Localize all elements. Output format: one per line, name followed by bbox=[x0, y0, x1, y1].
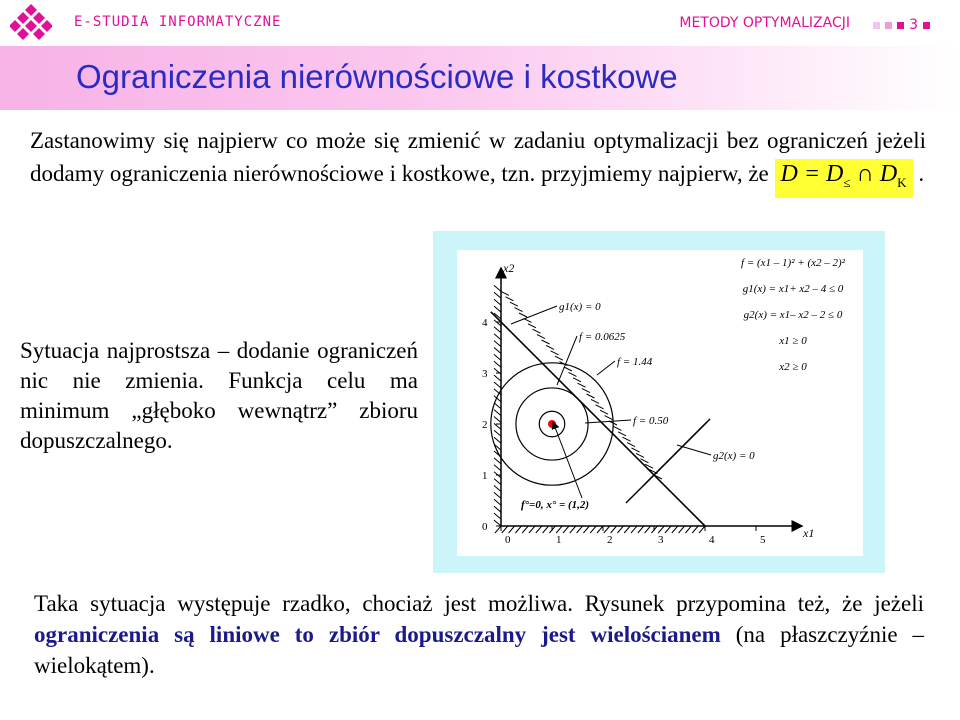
y-axis-label: x2 bbox=[503, 261, 515, 275]
hatch-mark-x1 bbox=[494, 341, 501, 347]
hatch-mark-x2 bbox=[583, 526, 589, 533]
hatch-mark-g1 bbox=[551, 351, 559, 355]
hatch-mark-g1 bbox=[564, 367, 572, 371]
hatch-mark-x1 bbox=[494, 382, 501, 388]
g2-boundary-line bbox=[644, 421, 708, 485]
hatch-mark-x1 bbox=[494, 334, 501, 340]
hatch-mark-x1 bbox=[494, 285, 501, 291]
equation-objective: f = (x1 – 1)² + (x2 – 2)² bbox=[741, 257, 845, 269]
x-tick-label: 0 bbox=[505, 534, 511, 546]
g1-constraint-line bbox=[491, 312, 705, 526]
hatch-mark-x2 bbox=[665, 526, 671, 533]
feasible-set-formula: $D = D_\le$ ∩ $D_K$ bbox=[775, 159, 913, 198]
hatch-mark-g1 bbox=[587, 394, 595, 398]
highlighted-statement: ograniczenia są liniowe to zbiór dopuszczalny jest wielościanem bbox=[34, 622, 721, 647]
hatch-mark-g1 bbox=[528, 324, 536, 328]
contour-figure bbox=[457, 250, 863, 556]
hatch-mark-x2 bbox=[617, 526, 623, 533]
g2-label: g2(x) = 0 bbox=[713, 450, 755, 462]
intro-paragraph: Zastanowimy się najpierw co może się zmienić w zadaniu optymalizacji bez ograniczeń jeżeli dodamy ograniczenia nierównościowe i kostkowe, tzn. przyjmiemy najpierw, że $D = D_\le$ ∩ $D_K$ . bbox=[30, 124, 926, 198]
hatch-mark-x2 bbox=[529, 526, 535, 533]
y-tick-label: 4 bbox=[482, 317, 488, 329]
hatch-mark-g1 bbox=[519, 313, 527, 317]
hatch-mark-g1 bbox=[578, 383, 586, 387]
situation-paragraph: Sytuacja najprostsza – dodanie ograniczeń nic nie zmienia. Funkcja celu ma minimum „głęboko wewnątrz” zbioru dopuszczalnego. bbox=[20, 338, 418, 453]
hatch-mark-x2 bbox=[679, 526, 685, 533]
contour-plot bbox=[457, 250, 863, 556]
hatch-mark-g1 bbox=[506, 297, 514, 301]
hatch-mark-x1 bbox=[494, 479, 501, 485]
g1-label: g1(x) = 0 bbox=[559, 301, 601, 313]
hatch-mark-g1 bbox=[600, 410, 608, 414]
equation-x2-nonneg: x2 ≥ 0 bbox=[779, 361, 807, 373]
y-tick-label: 1 bbox=[482, 470, 488, 482]
x-tick-label: 4 bbox=[709, 534, 715, 546]
hatch-mark-g1 bbox=[636, 453, 644, 457]
contour-label-small: f = 0.0625 bbox=[579, 331, 626, 343]
hatch-mark-x1 bbox=[494, 410, 501, 416]
hatch-mark-x1 bbox=[494, 306, 501, 312]
hatch-mark-g1 bbox=[632, 448, 640, 452]
hatch-mark-g1 bbox=[627, 443, 635, 447]
contour-label-mid: f = 0.50 bbox=[633, 415, 669, 427]
hatch-mark-x1 bbox=[494, 375, 501, 381]
hatch-mark-g1 bbox=[582, 389, 590, 393]
hatch-mark-x1 bbox=[494, 361, 501, 367]
hatch-mark-x2 bbox=[645, 526, 651, 533]
hatch-mark-x1 bbox=[494, 520, 501, 526]
hatch-mark-x1 bbox=[494, 458, 501, 464]
hatch-mark-g1 bbox=[596, 405, 604, 409]
hatch-mark-x1 bbox=[494, 430, 501, 436]
x-axis-label: x1 bbox=[803, 526, 815, 540]
hatch-mark-x1 bbox=[494, 417, 501, 423]
hatch-mark-x1 bbox=[494, 506, 501, 512]
hatch-mark-g1 bbox=[573, 378, 581, 382]
hatch-mark-g1 bbox=[546, 345, 554, 349]
hatch-mark-x2 bbox=[611, 526, 617, 533]
hatch-mark-g1 bbox=[510, 302, 518, 306]
page-dot-icon bbox=[885, 22, 892, 29]
hatch-mark-x2 bbox=[590, 526, 596, 533]
hatch-mark-x2 bbox=[631, 526, 637, 533]
hatch-mark-x2 bbox=[624, 526, 630, 533]
optimum-label: f°=0, x° = (1,2) bbox=[521, 499, 590, 511]
hatch-mark-x2 bbox=[536, 526, 542, 533]
page-dot-icon bbox=[873, 22, 880, 29]
hatch-mark-x1 bbox=[494, 327, 501, 333]
hatch-mark-x1 bbox=[494, 492, 501, 498]
hatch-mark-x1 bbox=[494, 299, 501, 305]
hatch-mark-g1 bbox=[614, 426, 622, 430]
hatch-mark-g1 bbox=[542, 340, 550, 344]
hatch-mark-x1 bbox=[494, 465, 501, 471]
e-studia-logo-icon bbox=[10, 4, 52, 44]
hatch-mark-x2 bbox=[570, 526, 576, 533]
hatch-mark-g1 bbox=[605, 416, 613, 420]
hatch-mark-g1 bbox=[555, 356, 563, 360]
hatch-mark-x2 bbox=[522, 526, 528, 533]
hatch-mark-x2 bbox=[543, 526, 549, 533]
x-tick-label: 2 bbox=[607, 534, 613, 546]
hatch-mark-x2 bbox=[597, 526, 603, 533]
hatch-mark-x2 bbox=[563, 526, 569, 533]
hatch-mark-x2 bbox=[556, 526, 562, 533]
g1-leader-line bbox=[511, 306, 557, 324]
hatch-mark-g1 bbox=[618, 432, 626, 436]
intro-text: Zastanowimy się najpierw co może się zmienić w zadaniu optymalizacji bez ograniczeń jeżeli dodamy ograniczenia nierównościowe i kostkowe, tzn. przyjmiemy najpierw, że bbox=[30, 128, 926, 186]
hatch-mark-g1 bbox=[569, 372, 577, 376]
hatch-mark-x1 bbox=[494, 354, 501, 360]
brand-name: E-STUDIA INFORMATYCZNE bbox=[74, 14, 282, 30]
contour-large-leader-line bbox=[597, 361, 615, 375]
page-dot-icon bbox=[897, 22, 904, 29]
hatch-mark-x2 bbox=[577, 526, 583, 533]
hatch-mark-x1 bbox=[494, 403, 501, 409]
contour-small-leader-line bbox=[557, 336, 577, 385]
x-tick-label: 3 bbox=[658, 534, 664, 546]
y-tick-label: 0 bbox=[482, 521, 488, 533]
page-dot-icon bbox=[923, 22, 930, 29]
hatch-mark-x2 bbox=[515, 526, 521, 533]
equation-x1-nonneg: x1 ≥ 0 bbox=[779, 335, 807, 347]
x-tick-label: 1 bbox=[556, 534, 562, 546]
hatch-mark-x1 bbox=[494, 348, 501, 354]
hatch-mark-g1 bbox=[537, 335, 545, 339]
hatch-mark-g1 bbox=[623, 437, 631, 441]
hatch-mark-g1 bbox=[591, 399, 599, 403]
conclusion-paragraph: Taka sytuacja występuje rzadko, chociaż jest możliwa. Rysunek przypomina też, że jeżeli ograniczenia są liniowe to zbiór dopuszczalny jest wielościanem (na płaszczyźnie – wielokątem). bbox=[34, 591, 924, 678]
hatch-mark-x2 bbox=[685, 526, 691, 533]
y-tick-label: 2 bbox=[482, 419, 488, 431]
hatch-mark-x2 bbox=[495, 526, 501, 533]
equation-g1: g1(x) = x1+ x2 – 4 ≤ 0 bbox=[742, 283, 844, 295]
slide-header bbox=[0, 0, 960, 46]
y-tick-label: 3 bbox=[482, 368, 488, 380]
course-name: METODY OPTYMALIZACJI bbox=[679, 15, 850, 31]
slide-title: Ograniczenia nierównościowe i kostkowe bbox=[76, 58, 678, 95]
hatch-mark-x1 bbox=[494, 292, 501, 298]
hatch-mark-g1 bbox=[515, 308, 523, 312]
hatch-mark-g1 bbox=[533, 329, 541, 333]
hatch-mark-x2 bbox=[699, 526, 705, 533]
hatch-mark-x2 bbox=[502, 526, 508, 533]
hatch-mark-x1 bbox=[494, 437, 501, 443]
hatch-mark-x1 bbox=[494, 486, 501, 492]
contour-mid-leader-line bbox=[585, 420, 631, 423]
hatch-mark-x2 bbox=[692, 526, 698, 533]
hatch-mark-x2 bbox=[658, 526, 664, 533]
g2-leader-line bbox=[677, 445, 711, 455]
contour-label-large: f = 1.44 bbox=[617, 356, 653, 368]
x-tick-label: 5 bbox=[760, 534, 766, 546]
hatch-mark-g1 bbox=[501, 291, 509, 295]
hatch-mark-x2 bbox=[604, 526, 610, 533]
hatch-mark-x2 bbox=[638, 526, 644, 533]
hatch-mark-x1 bbox=[494, 513, 501, 519]
page-number: 3 bbox=[909, 17, 918, 33]
page-indicator bbox=[873, 18, 930, 32]
equation-g2: g2(x) = x1– x2 – 2 ≤ 0 bbox=[743, 309, 843, 321]
hatch-mark-x2 bbox=[509, 526, 515, 533]
hatch-mark-x2 bbox=[672, 526, 678, 533]
hatch-mark-x1 bbox=[494, 499, 501, 505]
